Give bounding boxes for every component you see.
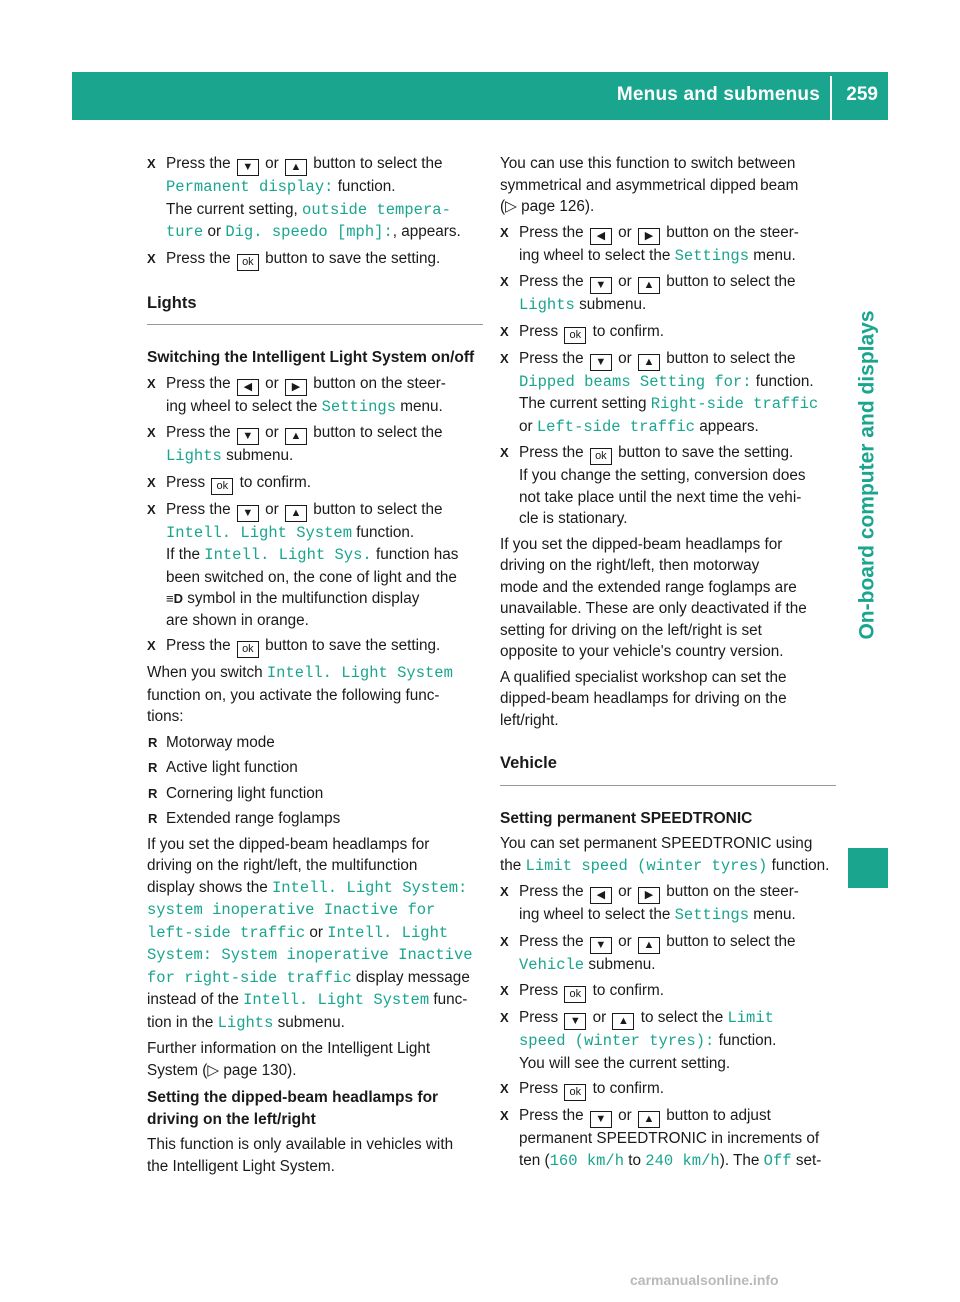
paragraph: If you set the dipped-beam headlamps for driving on the right/left, the multifunction display shows the Intell. Light System: system inoperative Inactive for left-side traffic or Intell. Light System: System inoperative Inactive for right-side traffic display message instead of the Intell. Light System func- tion in the Lights submenu.: [147, 835, 473, 1032]
step: X Press the ▼ or ▲ button to adjust permanent SPEEDTRONIC in increments of ten (160 km/h to 240 km/h). The Off set-: [500, 1107, 822, 1170]
down-key-icon: ▼: [590, 937, 612, 954]
up-key-icon: ▲: [638, 277, 660, 294]
left-key-icon: ◀: [237, 379, 259, 396]
ok-key-icon: ok: [564, 1084, 586, 1101]
setting-outside-temperature: outside tempera‐: [302, 200, 451, 219]
step: X Press the ok button to save the setting. If you change the setting, conversion does not take place until the next time the vehi- cle is stationary.: [500, 444, 806, 527]
side-tab-label-wrap: [848, 130, 888, 820]
list-item: R Cornering light function: [148, 784, 324, 802]
step: X Press the ◀ or ▶ button on the steer- ing wheel to select the Settings menu.: [147, 374, 446, 416]
down-key-icon: ▼: [590, 354, 612, 371]
down-key-icon: ▼: [237, 428, 259, 445]
list-item: R Extended range foglamps: [148, 810, 341, 827]
left-column: [147, 153, 483, 1181]
header-title: Menus and submenus: [616, 84, 820, 105]
ok-key-icon: ok: [237, 254, 259, 271]
subsection-heading: Setting permanent SPEEDTRONIC: [500, 809, 753, 827]
watermark: carmanualsonline.info: [630, 1272, 779, 1288]
side-tab-label: On-board computer and displays: [856, 310, 879, 640]
page-number: 259: [846, 84, 878, 105]
paragraph: You can use this function to switch between symmetrical and asymmetrical dipped beam (▷ page 126).: [500, 155, 799, 215]
ok-key-icon: ok: [590, 448, 612, 465]
left-key-icon: ◀: [590, 887, 612, 904]
left-key-icon: ◀: [590, 228, 612, 245]
setting-dig-speedo: Dig. speedo [mph]:: [225, 223, 393, 241]
down-key-icon: ▼: [237, 159, 259, 176]
up-key-icon: ▲: [285, 428, 307, 445]
list-item: R Active light function: [148, 759, 298, 776]
step: X Press ok to confirm.: [500, 980, 836, 1003]
step: X Press ▼ or ▲ to select the Limit speed (winter tyres): function. You will see the current setting.: [500, 1009, 777, 1072]
paragraph: You can set permanent SPEEDTRONIC using the Limit speed (winter tyres) function.: [500, 835, 830, 875]
up-key-icon: ▲: [638, 1111, 660, 1128]
paragraph: A qualified specialist workshop can set the dipped-beam headlamps for driving on the left/right.: [500, 668, 787, 729]
up-key-icon: ▲: [612, 1013, 634, 1030]
section-heading: Lights: [147, 293, 483, 326]
step: X Press ok to confirm.: [500, 1078, 836, 1101]
paragraph: If you set the dipped-beam headlamps for driving on the right/left, then motorway mode and the extended range foglamps are unavailable. These are only deactivated if the setting for driving on the left/right is set opposite to your vehicle's country version.: [500, 535, 807, 660]
step: X Press the ▼ or ▲ button to select the Permanent display: function. The current setting, outside tempera‐ ture or Dig. speedo [mph]:, appears.: [147, 155, 461, 241]
step: X Press ok to confirm.: [147, 472, 483, 495]
page-header: [72, 72, 888, 120]
step: X Press the ◀ or ▶ button on the steer- ing wheel to select the Settings menu.: [500, 223, 799, 265]
step: X Press the ▼ or ▲ button to select the Intell. Light System function. If the Intell. Light Sys. function has been switched on, the cone of light and the ≡D symbol in the multifunction display are shown in orange.: [147, 500, 459, 629]
light-symbol-icon: ≡D: [166, 591, 183, 606]
step: X Press ok to confirm.: [500, 321, 836, 344]
right-key-icon: ▶: [638, 228, 660, 245]
up-key-icon: ▲: [638, 937, 660, 954]
step: X Press the ok button to save the setting.: [147, 248, 483, 271]
right-key-icon: ▶: [285, 379, 307, 396]
header-divider: [830, 76, 832, 120]
menu-item-permanent-display: Permanent display:: [166, 178, 334, 196]
down-key-icon: ▼: [237, 505, 259, 522]
side-tab-block: [848, 848, 888, 888]
right-column: [500, 153, 836, 1176]
down-key-icon: ▼: [590, 1111, 612, 1128]
paragraph: When you switch Intell. Light System function on, you activate the following func- tions:: [147, 664, 453, 725]
up-key-icon: ▲: [285, 505, 307, 522]
paragraph: Further information on the Intelligent Light System (▷ page 130).: [147, 1040, 431, 1079]
paragraph: This function is only available in vehicles with the Intelligent Light System.: [147, 1136, 454, 1175]
right-key-icon: ▶: [638, 887, 660, 904]
ok-key-icon: ok: [564, 986, 586, 1003]
ok-key-icon: ok: [237, 641, 259, 658]
ok-key-icon: ok: [564, 327, 586, 344]
down-key-icon: ▼: [564, 1013, 586, 1030]
ok-key-icon: ok: [211, 478, 233, 495]
step: X Press the ▼ or ▲ button to select the Lights submenu.: [147, 424, 443, 465]
up-key-icon: ▲: [638, 354, 660, 371]
section-heading: Vehicle: [500, 753, 836, 786]
up-key-icon: ▲: [285, 159, 307, 176]
step: X Press the ◀ or ▶ button on the steer- ing wheel to select the Settings menu.: [500, 883, 799, 924]
step: X Press the ok button to save the setting.: [147, 635, 483, 658]
step: X Press the ▼ or ▲ button to select the Vehicle submenu.: [500, 932, 796, 974]
step: X Press the ▼ or ▲ button to select the Lights submenu.: [500, 273, 796, 314]
list-item: R Motorway mode: [148, 733, 275, 751]
subsection-heading: Switching the Intelligent Light System on/off: [147, 349, 475, 366]
subsection-heading: Setting the dipped-beam headlamps for driving on the left/right: [147, 1089, 439, 1128]
step: X Press the ▼ or ▲ button to select the Dipped beams Setting for: function. The current setting Right-side traffic or Left-side traffic appears.: [500, 349, 819, 436]
down-key-icon: ▼: [590, 277, 612, 294]
